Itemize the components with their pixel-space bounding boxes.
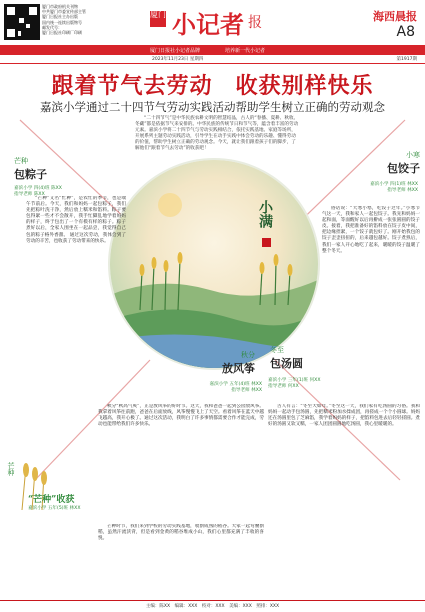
- seal-icon: [262, 238, 271, 247]
- info-line: 厦门日报社主办出版: [42, 14, 78, 20]
- issue-number: 第1917期: [396, 57, 417, 62]
- publication-info: [42, 4, 132, 35]
- intro-paragraph: “二十四节气”是中华民族农耕文明的智慧结晶，古人的“春播、夏耕、秋收、冬藏”都是依据节气来安排的。中华民族的传统节日和节气等，蕴含着丰富的劳动元素。嘉滨小学将二十四节气与劳动实践相结合，依托实践基地、家庭等场所，开展系列主题劳动实践活动，引导学生在动手实践中体会劳动的乐趣、懂得劳动的价值，帮助学生树立正确的劳动观念。今天，就让我们跟着孩子们的脚步，了解他们“跟着节气去劳动”的收获吧！: [135, 116, 299, 151]
- solar-term-name: 小满: [257, 200, 273, 228]
- date-bar: [0, 55, 425, 64]
- section-tag: 冬至: [270, 346, 284, 354]
- logo-title: 小记者: [172, 10, 244, 39]
- info-line: 国内统一连续出版物号: [42, 19, 82, 25]
- banner-left: 厦门日报社小记者品牌: [150, 48, 201, 54]
- article-qiufen: [195, 350, 255, 376]
- section-title: 包汤圆: [270, 357, 303, 370]
- info-line: 厦门日报社印刷厂印刷: [42, 30, 82, 36]
- article-body: 秋分“秋高气爽”，正是放风筝的好时节。这天，我和爸爸一起到公园放风筝。我拿着风筝往前跑，爸爸在后面放线，风筝慢慢飞上了天空。看着风筝在蓝天中越飞越高，我开心极了。通过这次活动，我明白了许多事情都需要合作才能完成，劳动也能带给我们许多快乐。: [98, 404, 264, 428]
- qr-code-icon: [4, 4, 40, 40]
- byline: 嘉滨小学 三年(1)班 何XX 指导老师 何XX: [268, 378, 321, 389]
- byline: 嘉滨小学 五年(5)班 林XX: [28, 506, 81, 511]
- red-banner: [0, 45, 425, 55]
- section-tag: 芒种: [14, 157, 28, 165]
- article-xiaohan: [330, 150, 420, 176]
- article-dongzhi: [270, 345, 350, 371]
- article-body: 俗话说：“大寒小寒，吃饺子过年。”小寒节气这一天，我和家人一起包饺子。我先和妈妈一起和面，等面醒好以后再擀成一张张圆圆的饺子皮。接着，我把准备好的馅料放在饺子皮中间，把边缘捏紧，一个饺子就包好了。刚开始我包的饺子歪歪扭扭的，后来越包越好。饺子煮熟后，我们一家人开心地吃了起来，暖暖的饺子温暖了整个冬天。: [322, 206, 420, 254]
- banner-right: 培养新一代小记者: [225, 48, 266, 54]
- section-title: 放风筝: [222, 362, 255, 375]
- byline: 嘉滨小学 五年(4)班 林XX 指导老师 林XX: [209, 382, 262, 393]
- section-title: 包饺子: [387, 162, 420, 175]
- byline: 嘉滨小学 四(1)班 林XX 指导老师 林XX: [370, 182, 418, 193]
- brand-name: 海西晨报: [373, 10, 417, 23]
- byline: 嘉滨小学 四(4)班 陈XX 指导老师 陈XX: [14, 186, 62, 197]
- issue-date: 2023年11月23日 星期四: [152, 57, 204, 62]
- logo-city: 厦门: [150, 11, 166, 27]
- logo: [150, 2, 280, 42]
- section-tag: 秋分: [241, 351, 255, 359]
- harvest-title: “芒种”收获: [28, 495, 75, 505]
- page-code: A8: [396, 24, 415, 40]
- harvest-tag: 芒种: [7, 462, 15, 476]
- info-line: 厦门市政府机关刊物: [42, 4, 78, 9]
- section-title: 包粽子: [14, 168, 47, 181]
- article-body: “芒种”又名“忙种”，是农忙的季节，也是端午节前后。今天，我们和妈妈一起包粽子，我们先把粽叶洗干净，然后放上糯米和馅料。粽子要包得紧一些才不会散开，我手忙脚乱地学着妈妈的样子，终于包出了一个有模有样的粽子。粽子煮好以后，全家人围坐在一起品尝，我觉得自己包的粽子格外香甜。 通过这次劳动，我体会到了劳动的辛苦，也收获了劳动带来的快乐。: [26, 196, 126, 244]
- page-subtitle: 嘉滨小学通过二十四节气劳动实践活动帮助学生树立正确的劳动观念: [40, 100, 385, 114]
- editorial-footer: 主编：陈XX 编辑：XXX 校对：XXX 美编：XXX 照排：XXX: [0, 600, 425, 612]
- article-mangzhong: [14, 156, 114, 197]
- section-tag: 小寒: [406, 151, 420, 159]
- logo-bao: 报: [248, 15, 262, 31]
- info-line: 中共厦门市委宣传部主管: [42, 9, 86, 15]
- article-body: 芒种时节，我们来到学校的劳动实践基地，收割成熟的稻谷。大家一起弯腰割稻，虽然汗流浃背，但是看到金黄的稻谷堆成小山，我们心里都充满了丰收的喜悦。: [98, 524, 264, 542]
- solar-term-illustration: [110, 160, 318, 368]
- article-body: 古人有言：“冬至大如年。”冬至这一天，我们家有吃汤圆的习俗。我和妈妈一起动手包汤圆，先把糯米粉加水揉成团，再搓成一个个小圆球。妈妈还在汤圆里包了芝麻馅，我学着妈妈的样子，把馅料包进去后轻轻搓圆。煮好的汤圆又软又糯，一家人团团圆圆地吃汤圆，我心里暖暖的。: [268, 404, 420, 428]
- landscape-icon: [110, 160, 318, 368]
- info-line: 邮发代号：: [42, 24, 62, 30]
- page-title: 跟着节气去劳动 收获别样快乐: [51, 73, 374, 99]
